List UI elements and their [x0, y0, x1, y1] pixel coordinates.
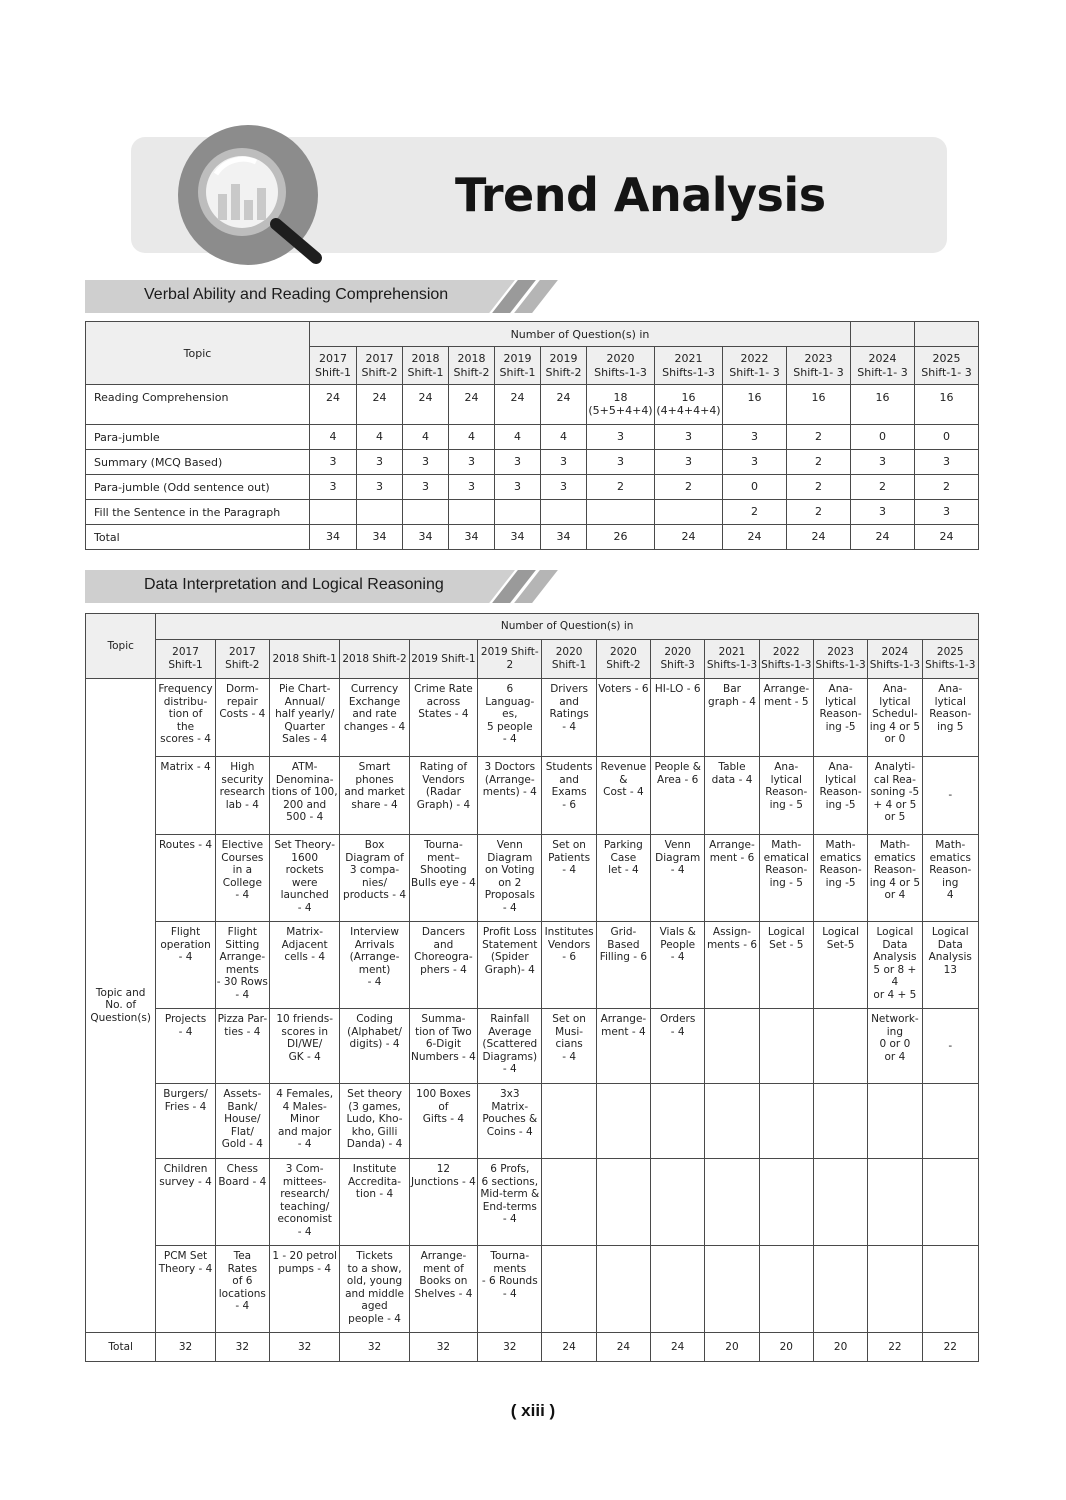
value-cell: 3 — [403, 450, 449, 475]
value-cell: 3 — [655, 425, 723, 450]
value-cell: 3 — [851, 450, 915, 475]
total-cell: 22 — [868, 1333, 922, 1362]
value-cell: 34 — [403, 525, 449, 550]
value-cell: 2 — [787, 500, 851, 525]
value-cell: 3 — [310, 450, 357, 475]
topic-cell — [813, 1246, 867, 1333]
value-cell: 24 — [915, 525, 979, 550]
column-header: 2017 Shift-1 — [156, 640, 215, 679]
column-header: 2017 Shift-2 — [215, 640, 269, 679]
column-header: 2017 Shift-1 — [310, 347, 357, 385]
topic-cell: Network- ing 0 or 0 or 4 — [868, 1009, 922, 1084]
value-cell: 34 — [449, 525, 495, 550]
value-cell: 4 — [357, 425, 403, 450]
empty-header-cell — [915, 322, 979, 347]
value-cell: 3 — [587, 450, 655, 475]
value-cell: 3 — [723, 425, 787, 450]
topic-cell: Burgers/ Fries - 4 — [156, 1084, 215, 1159]
value-cell: 34 — [541, 525, 587, 550]
dilr-trend-table — [85, 613, 979, 1362]
table-row — [86, 500, 979, 525]
topic-cell: Ana- lytical Reason- ing 5 — [922, 679, 978, 757]
topic-cell — [868, 1084, 922, 1159]
value-cell: 2 — [587, 475, 655, 500]
page-number: ( xiii ) — [510, 1401, 556, 1420]
topic-cell — [705, 1009, 759, 1084]
column-header: 2018 Shift-2 — [449, 347, 495, 385]
verbal-trend-table — [85, 321, 979, 550]
topic-cell: Tea Rates of 6 locations - 4 — [215, 1246, 269, 1333]
section-bar-dilr — [85, 570, 545, 603]
topic-cell: 12 Junctions - 4 — [409, 1159, 477, 1246]
value-cell: 2 — [851, 475, 915, 500]
topic-cell: Logical Set - 5 — [759, 922, 813, 1009]
topic-cell: Set on Patients - 4 — [542, 835, 596, 922]
topic-cell — [651, 1246, 705, 1333]
topic-cell: 6 Languag- es, 5 people - 4 — [478, 679, 542, 757]
value-cell: 4 — [541, 425, 587, 450]
topic-cell — [542, 1246, 596, 1333]
topic-cell: 3 Doctors (Arrange- ments) - 4 — [478, 757, 542, 835]
row-topic: Total — [86, 525, 310, 550]
value-cell: 0 — [723, 475, 787, 500]
topic-cell: Table data - 4 — [705, 757, 759, 835]
topic-cell — [813, 1009, 867, 1084]
value-cell: 16 (4+4+4+4) — [655, 385, 723, 425]
row-topic: Para-jumble (Odd sentence out) — [86, 475, 310, 500]
table-row — [86, 475, 979, 500]
topic-cell: Assets- Bank/ House/ Flat/ Gold - 4 — [215, 1084, 269, 1159]
value-cell: 24 — [655, 525, 723, 550]
total-cell: 20 — [705, 1333, 759, 1362]
value-cell: 3 — [449, 450, 495, 475]
topic-cell — [813, 1159, 867, 1246]
topic-cell: Drivers and Ratings - 4 — [542, 679, 596, 757]
section-bar-verbal — [85, 280, 545, 313]
value-cell: 24 — [449, 385, 495, 425]
column-header: 2025 Shifts-1-3 — [922, 640, 978, 679]
column-header: 2022 Shift-1- 3 — [723, 347, 787, 385]
topic-cell: Logical Set-5 — [813, 922, 867, 1009]
topic-cell: Tourna- ments - 6 Rounds - 4 — [478, 1246, 542, 1333]
topic-cell: Set theory (3 games, Ludo, Kho- kho, Gilli Danda) - 4 — [340, 1084, 409, 1159]
column-header: 2019 Shift-1 — [495, 347, 541, 385]
topic-cell — [542, 1159, 596, 1246]
value-cell: 16 — [915, 385, 979, 425]
value-cell: 3 — [449, 475, 495, 500]
value-cell — [541, 500, 587, 525]
value-cell — [655, 500, 723, 525]
total-cell: 32 — [340, 1333, 409, 1362]
topic-cell: Students and Exams - 6 — [542, 757, 596, 835]
row-topic: Reading Comprehension — [86, 385, 310, 425]
topic-cell: Frequency distribu- tion of the scores - 4 — [156, 679, 215, 757]
topic-cell: Arrange- ment of Books on Shelves - 4 — [409, 1246, 477, 1333]
value-cell: 16 — [723, 385, 787, 425]
column-header: 2017 Shift-2 — [357, 347, 403, 385]
topic-cell: Tourna- ment– Shooting Bulls eye - 4 — [409, 835, 477, 922]
value-cell: 0 — [851, 425, 915, 450]
column-header: 2024 Shift-1- 3 — [851, 347, 915, 385]
section-title-verbal: Verbal Ability and Reading Comprehension — [144, 286, 449, 303]
column-header: 2019 Shift-1 — [409, 640, 477, 679]
topic-cell: Profit Loss Statement (Spider Graph)- 4 — [478, 922, 542, 1009]
topic-cell: Set on Musi- cians - 4 — [542, 1009, 596, 1084]
total-cell: 32 — [269, 1333, 339, 1362]
topic-cell — [705, 1084, 759, 1159]
column-header: 2019 Shift-2 — [478, 640, 542, 679]
topic-cell: PCM Set Theory - 4 — [156, 1246, 215, 1333]
topic-cell: Venn Diagram on Voting on 2 Proposals - 4 — [478, 835, 542, 922]
column-header: 2021 Shifts-1-3 — [705, 640, 759, 679]
topic-cell — [651, 1159, 705, 1246]
value-cell — [449, 500, 495, 525]
value-cell: 3 — [587, 425, 655, 450]
column-header: 2020 Shift-3 — [651, 640, 705, 679]
table-row — [86, 1009, 979, 1084]
value-cell: 2 — [723, 500, 787, 525]
topic-cell: Orders - 4 — [651, 1009, 705, 1084]
total-cell: 24 — [596, 1333, 650, 1362]
value-cell: 3 — [403, 475, 449, 500]
value-cell: 34 — [357, 525, 403, 550]
value-cell: 24 — [403, 385, 449, 425]
topic-cell — [759, 1159, 813, 1246]
page-title: Trend Analysis — [455, 168, 826, 222]
topic-cell: Summa- tion of Two 6-Digit Numbers - 4 — [409, 1009, 477, 1084]
value-cell: 4 — [495, 425, 541, 450]
topic-cell: Revenue & Cost - 4 — [596, 757, 650, 835]
topic-cell: Dorm- repair Costs - 4 — [215, 679, 269, 757]
topic-cell: Children survey - 4 — [156, 1159, 215, 1246]
topic-cell: 3 Com- mittees- research/ teaching/ economist - 4 — [269, 1159, 339, 1246]
topic-cell: Currency Exchange and rate changes - 4 — [340, 679, 409, 757]
topic-cell: Parking Case let - 4 — [596, 835, 650, 922]
column-header: 2020 Shifts-1-3 — [587, 347, 655, 385]
topic-cell: Dancers and Choreogra- phers - 4 — [409, 922, 477, 1009]
value-cell — [310, 500, 357, 525]
column-header: 2024 Shifts-1-3 — [868, 640, 922, 679]
value-cell: 24 — [541, 385, 587, 425]
topic-cell: 10 friends- scores in DI/WE/ GK - 4 — [269, 1009, 339, 1084]
table-row — [86, 525, 979, 550]
topic-cell: Math- ematics Reason- ing 4 — [922, 835, 978, 922]
column-header: 2021 Shifts-1-3 — [655, 347, 723, 385]
table-row — [86, 385, 979, 425]
topic-cell: Analyti- cal Rea- soning -5 + 4 or 5 or 5 — [868, 757, 922, 835]
topic-cell: Flight Sitting Arrange- ments - 30 Rows - 4 — [215, 922, 269, 1009]
topic-cell: Matrix- Adjacent cells - 4 — [269, 922, 339, 1009]
value-cell: 3 — [915, 450, 979, 475]
column-header: 2019 Shift-2 — [541, 347, 587, 385]
topic-cell: People & Area - 6 — [651, 757, 705, 835]
topic-cell: Routes - 4 — [156, 835, 215, 922]
value-cell: 3 — [851, 500, 915, 525]
topic-cell: Ana- lytical Reason- ing - 5 — [759, 757, 813, 835]
value-cell: 24 — [723, 525, 787, 550]
topic-cell: Arrange- ment - 4 — [596, 1009, 650, 1084]
value-cell: 34 — [310, 525, 357, 550]
value-cell: 2 — [655, 475, 723, 500]
topic-cell: Arrange- ment - 5 — [759, 679, 813, 757]
topic-cell: Box Diagram of 3 compa- nies/ products - 4 — [340, 835, 409, 922]
value-cell: 4 — [403, 425, 449, 450]
topic-cell: High security research lab - 4 — [215, 757, 269, 835]
total-cell: 20 — [759, 1333, 813, 1362]
topic-cell: 1 - 20 petrol pumps - 4 — [269, 1246, 339, 1333]
topic-cell: Bar graph - 4 — [705, 679, 759, 757]
section-title-dilr: Data Interpretation and Logical Reasoning — [144, 576, 444, 593]
table-row — [86, 679, 979, 757]
topic-cell: Tickets to a show, old, young and middle aged people - 4 — [340, 1246, 409, 1333]
table-row — [86, 757, 979, 835]
value-cell: 24 — [495, 385, 541, 425]
column-header: 2018 Shift-1 — [269, 640, 339, 679]
value-cell: 26 — [587, 525, 655, 550]
topic-cell: ATM- Denomina- tions of 100, 200 and 500 - 4 — [269, 757, 339, 835]
value-cell — [495, 500, 541, 525]
column-header: 2018 Shift-2 — [340, 640, 409, 679]
topic-cell: Coding (Alphabet/ digits) - 4 — [340, 1009, 409, 1084]
group-header: Number of Question(s) in — [310, 322, 851, 347]
topic-cell — [596, 1246, 650, 1333]
topic-cell: Math- ematical Reason- ing - 5 — [759, 835, 813, 922]
topic-cell: Projects - 4 — [156, 1009, 215, 1084]
total-cell: 20 — [813, 1333, 867, 1362]
topic-cell — [705, 1246, 759, 1333]
column-header: 2023 Shifts-1-3 — [813, 640, 867, 679]
topic-cell: Pizza Par- ties - 4 — [215, 1009, 269, 1084]
value-cell: 2 — [787, 450, 851, 475]
topic-cell: Vials & People - 4 — [651, 922, 705, 1009]
row-topic: Para-jumble — [86, 425, 310, 450]
total-cell: 22 — [922, 1333, 978, 1362]
group-header: Number of Question(s) in — [156, 614, 979, 640]
topic-cell — [759, 1084, 813, 1159]
topic-cell — [651, 1084, 705, 1159]
value-cell — [403, 500, 449, 525]
column-header: 2020 Shift-2 — [596, 640, 650, 679]
topic-cell — [705, 1159, 759, 1246]
value-cell: 34 — [495, 525, 541, 550]
table-row — [86, 922, 979, 1009]
value-cell: 24 — [310, 385, 357, 425]
topic-header: Topic — [86, 322, 310, 385]
topic-cell: Logical Data Analysis 5 or 8 + 4 or 4 + 5 — [868, 922, 922, 1009]
topic-cell — [596, 1084, 650, 1159]
table-row — [86, 1084, 979, 1159]
topic-cell: Elective Courses in a College - 4 — [215, 835, 269, 922]
topic-cell: Matrix - 4 — [156, 757, 215, 835]
table-row — [86, 1246, 979, 1333]
topic-cell: Pie Chart- Annual/ half yearly/ Quarter Sales - 4 — [269, 679, 339, 757]
value-cell: 3 — [541, 450, 587, 475]
table-row — [86, 1159, 979, 1246]
topic-cell: Rating of Vendors (Radar Graph) - 4 — [409, 757, 477, 835]
topic-cell — [922, 1246, 978, 1333]
total-cell: 32 — [478, 1333, 542, 1362]
topic-cell: 3x3 Matrix- Pouches & Coins - 4 — [478, 1084, 542, 1159]
value-cell: 3 — [915, 500, 979, 525]
topic-cell — [759, 1009, 813, 1084]
value-cell: 3 — [541, 475, 587, 500]
topic-cell: Institute Accredita- tion - 4 — [340, 1159, 409, 1246]
topic-cell: - — [922, 757, 978, 835]
topic-cell — [813, 1084, 867, 1159]
value-cell: 3 — [495, 450, 541, 475]
topic-cell — [868, 1159, 922, 1246]
row-topic: Fill the Sentence in the Paragraph — [86, 500, 310, 525]
column-header: 2025 Shift-1- 3 — [915, 347, 979, 385]
value-cell: 2 — [787, 475, 851, 500]
side-label: Topic and No. of Question(s) — [86, 679, 156, 1333]
table-row — [86, 835, 979, 922]
value-cell: 0 — [915, 425, 979, 450]
topic-cell: - — [922, 1009, 978, 1084]
topic-cell — [759, 1246, 813, 1333]
value-cell: 4 — [310, 425, 357, 450]
topic-cell: 6 Profs, 6 sections, Mid-term & End-terms - 4 — [478, 1159, 542, 1246]
topic-cell: Arrange- ment - 6 — [705, 835, 759, 922]
column-header: 2023 Shift-1- 3 — [787, 347, 851, 385]
value-cell: 3 — [723, 450, 787, 475]
total-cell: 32 — [409, 1333, 477, 1362]
topic-cell: Rainfall Average (Scattered Diagrams) - 4 — [478, 1009, 542, 1084]
value-cell: 16 — [787, 385, 851, 425]
topic-header: Topic — [86, 614, 156, 679]
value-cell: 3 — [495, 475, 541, 500]
topic-cell: Venn Diagram - 4 — [651, 835, 705, 922]
topic-cell: Ana- lytical Reason- ing -5 — [813, 757, 867, 835]
table-row — [86, 425, 979, 450]
value-cell: 24 — [357, 385, 403, 425]
column-header: 2022 Shifts-1-3 — [759, 640, 813, 679]
value-cell: 3 — [310, 475, 357, 500]
total-cell: 32 — [156, 1333, 215, 1362]
value-cell: 2 — [915, 475, 979, 500]
topic-cell: Grid- Based Filling - 6 — [596, 922, 650, 1009]
topic-cell: Flight operation - 4 — [156, 922, 215, 1009]
topic-cell — [922, 1159, 978, 1246]
topic-cell: Institutes Vendors - 6 — [542, 922, 596, 1009]
total-cell: 24 — [651, 1333, 705, 1362]
row-topic: Summary (MCQ Based) — [86, 450, 310, 475]
value-cell: 24 — [851, 525, 915, 550]
value-cell: 3 — [357, 475, 403, 500]
value-cell — [587, 500, 655, 525]
topic-cell: Logical Data Analysis 13 — [922, 922, 978, 1009]
topic-cell: Crime Rate across States - 4 — [409, 679, 477, 757]
value-cell: 3 — [655, 450, 723, 475]
topic-cell — [542, 1084, 596, 1159]
table-row — [86, 450, 979, 475]
value-cell: 2 — [787, 425, 851, 450]
topic-cell: Voters - 6 — [596, 679, 650, 757]
value-cell: 18 (5+5+4+4) — [587, 385, 655, 425]
value-cell: 4 — [449, 425, 495, 450]
topic-cell: Assign- ments - 6 — [705, 922, 759, 1009]
topic-cell — [922, 1084, 978, 1159]
topic-cell: 100 Boxes of Gifts - 4 — [409, 1084, 477, 1159]
total-label: Total — [86, 1333, 156, 1362]
empty-header-cell — [851, 322, 915, 347]
topic-cell: Ana- lytical Reason- ing -5 — [813, 679, 867, 757]
total-cell: 32 — [215, 1333, 269, 1362]
topic-cell: HI-LO - 6 — [651, 679, 705, 757]
value-cell: 3 — [357, 450, 403, 475]
topic-cell: Chess Board - 4 — [215, 1159, 269, 1246]
topic-cell: 4 Females, 4 Males- Minor and major - 4 — [269, 1084, 339, 1159]
value-cell: 16 — [851, 385, 915, 425]
magnifier-chart-icon — [176, 124, 332, 266]
topic-cell — [868, 1246, 922, 1333]
topic-cell: Set Theory- 1600 rockets were launched - 4 — [269, 835, 339, 922]
value-cell: 24 — [787, 525, 851, 550]
topic-cell: Ana- lytical Schedul- ing 4 or 5 or 0 — [868, 679, 922, 757]
topic-cell: Math- ematics Reason- ing -5 — [813, 835, 867, 922]
topic-cell: Smart phones and market share - 4 — [340, 757, 409, 835]
column-header: 2018 Shift-1 — [403, 347, 449, 385]
total-cell: 24 — [542, 1333, 596, 1362]
topic-cell: Math- ematics Reason- ing 4 or 5 or 4 — [868, 835, 922, 922]
topic-cell: Interview Arrivals (Arrange- ment) - 4 — [340, 922, 409, 1009]
value-cell — [357, 500, 403, 525]
column-header: 2020 Shift-1 — [542, 640, 596, 679]
total-row — [86, 1333, 979, 1362]
topic-cell — [596, 1159, 650, 1246]
